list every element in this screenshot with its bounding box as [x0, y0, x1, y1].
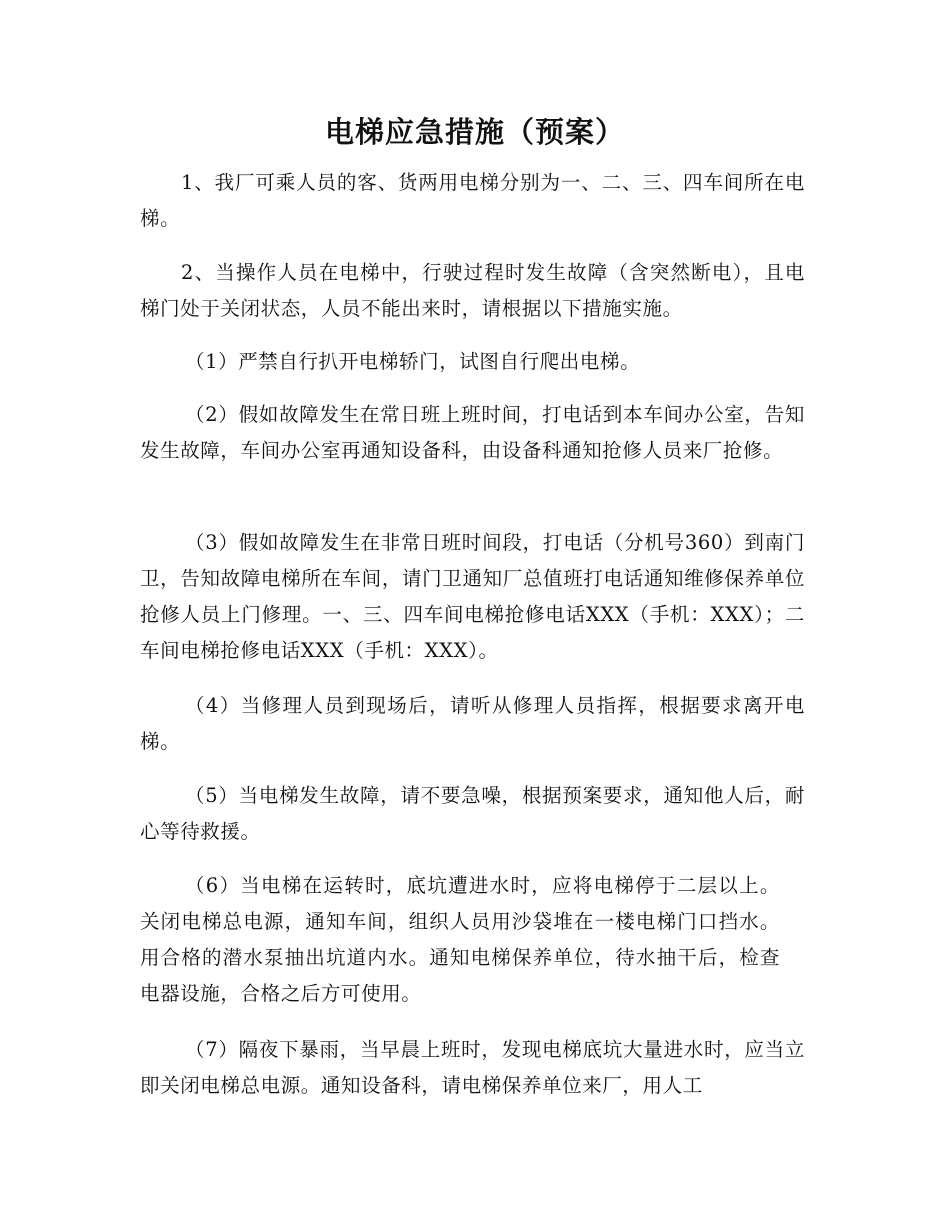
paragraph-6: （4）当修理人员到现场后，请听从修理人员指挥，根据要求离开电梯。 [140, 694, 805, 753]
paragraph-5: （3）假如故障发生在非常日班时间段，打电话（分机号360）到南门卫，告知故障电梯所在车间，请门卫通知厂总值班打电话通知维修保养单位抢修人员上门修理。一、三、四车间电梯抢修电话XXX（手机：XXX）；二车间电梯抢修电话XXX（手机：XXX）。 [140, 531, 805, 662]
paragraph-3: （1）严禁自行扒开电梯轿门，试图自行爬出电梯。 [185, 350, 641, 373]
paragraph-2: 2、当操作人员在电梯中，行驶过程时发生故障（含突然断电），且电梯门处于关闭状态，人员不能出来时，请根据以下措施实施。 [140, 261, 805, 320]
paragraph-1: 1、我厂可乘人员的客、货两用电梯分别为一、二、三、四车间所在电梯。 [140, 171, 805, 230]
document-title: 电梯应急措施（预案） [324, 115, 625, 149]
paragraph-4: （2）假如故障发生在常日班上班时间，打电话到本车间办公室，告知发生故障，车间办公室再通知设备科，由设备科通知抢修人员来厂抢修。 [140, 403, 805, 462]
paragraph-9: （7）隔夜下暴雨，当早晨上班时，发现电梯底坑大量进水时，应当立即关闭电梯总电源。通知设备科，请电梯保养单位来厂，用人工 [140, 1038, 805, 1097]
paragraph-7: （5）当电梯发生故障，请不要急噪，根据预案要求，通知他人后，耐心等待救援。 [140, 784, 805, 843]
paragraph-8: （6）当电梯在运转时，底坑遭进水时，应将电梯停于二层以上。关闭电梯总电源，通知车间，组织人员用沙袋堆在一楼电梯门口挡水。用合格的潜水泵抽出坑道内水。通知电梯保养单位，待水抽干后，检查电器设施，合格之后方可使用。 [140, 874, 780, 1005]
